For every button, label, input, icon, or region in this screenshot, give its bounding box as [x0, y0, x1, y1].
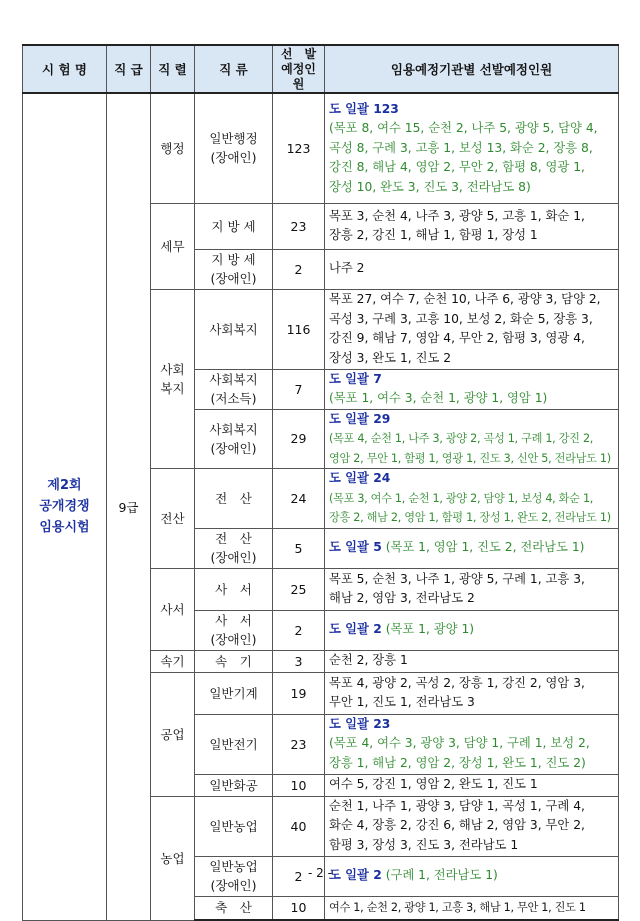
category-sublabel: (장애인)	[210, 550, 257, 565]
header-series: 직 렬	[151, 45, 195, 93]
region-line: (목포 4, 여수 3, 광양 3, 담양 1, 구례 1, 보성 2,	[329, 736, 590, 751]
region-line: 장흥 1, 해남 2, 영암 2, 장성 1, 완도 1, 진도 2)	[329, 755, 586, 770]
category-label: 일반화공	[209, 777, 258, 793]
count-cell: 24	[273, 469, 325, 529]
region-line: 목포 3, 순천 4, 나주 3, 광양 5, 고흥 1, 화순 1,	[329, 208, 585, 223]
category-cell	[195, 610, 273, 650]
region-cell	[325, 289, 619, 369]
count-cell: 2	[273, 610, 325, 650]
lead-text: 도 일괄 5	[329, 540, 382, 555]
lead-text: 도 일괄 2	[329, 868, 382, 883]
category-label: 축 산	[215, 900, 252, 916]
category-label: 사회복지	[209, 321, 258, 337]
series-agri: 농업	[151, 796, 195, 920]
table-row	[23, 93, 619, 203]
region-cell	[325, 896, 619, 920]
category-label: 일반농업	[209, 859, 258, 874]
category-cell	[195, 672, 273, 714]
region-cell	[325, 774, 619, 796]
category-cell	[195, 650, 273, 672]
region-cell	[325, 469, 619, 529]
count-cell: 23	[273, 203, 325, 249]
header-regions: 임용예정기관별 선발예정인원	[325, 45, 619, 93]
table-header-row	[23, 45, 619, 93]
category-label: 전 산	[215, 531, 252, 546]
region-line: 장성 10, 완도 3, 진도 3, 전라남도 8)	[329, 179, 531, 194]
category-cell	[195, 714, 273, 774]
region-line: 목포 5, 순천 3, 나주 1, 광양 5, 구례 1, 고흥 3,	[329, 571, 585, 586]
count-cell: 116	[273, 289, 325, 369]
lead-text: 도 일괄 123	[329, 101, 399, 116]
count-cell: 123	[273, 93, 325, 203]
count-cell: 10	[273, 896, 325, 920]
region-cell	[325, 203, 619, 249]
series-admin: 행정	[151, 93, 195, 203]
region-line: 목포 27, 여수 7, 순천 10, 나주 6, 광양 3, 담양 2,	[329, 292, 601, 306]
region-line: 강진 8, 해남 4, 영암 2, 무안 2, 함평 8, 영광 1,	[329, 160, 585, 174]
grade-cell: 9급	[107, 93, 151, 920]
count-cell: 19	[273, 672, 325, 714]
recruitment-table	[22, 44, 619, 921]
series-welfare-line1: 사회	[160, 361, 185, 377]
exam-name	[23, 93, 107, 920]
region-cell	[325, 672, 619, 714]
region-line: (목포 8, 여수 15, 순천 2, 나주 5, 광양 5, 담양 4,	[329, 121, 598, 135]
category-sublabel: (장애인)	[210, 440, 257, 456]
category-label: 전 산	[215, 490, 252, 506]
category-cell	[195, 409, 273, 469]
series-industry: 공업	[151, 672, 195, 796]
category-cell	[195, 369, 273, 409]
count-cell: 7	[273, 369, 325, 409]
category-label: 속 기	[215, 653, 252, 669]
header-exam: 시 험 명	[23, 45, 107, 93]
count-cell: 5	[273, 528, 325, 568]
region-line: 장흥 2, 해남 2, 영암 1, 함평 1, 장성 1, 완도 2, 전라남도 1)	[329, 511, 611, 524]
count-cell: 10	[273, 774, 325, 796]
category-cell	[195, 774, 273, 796]
region-line: 장성 3, 완도 1, 진도 2	[329, 350, 452, 365]
region-line: 나주 2	[329, 261, 365, 276]
region-line: 여수 1, 순천 2, 광양 1, 고흥 3, 해남 1, 무안 1, 진도 1	[329, 901, 586, 914]
region-line: 순천 1, 나주 1, 광양 3, 담양 1, 곡성 1, 구례 4,	[329, 798, 585, 813]
region-line: 무안 1, 진도 1, 전라남도 3	[329, 695, 475, 709]
region-cell	[325, 93, 619, 203]
category-cell	[195, 289, 273, 369]
category-label: 일반농업	[209, 818, 258, 834]
count-cell: 29	[273, 409, 325, 469]
category-label: 사 서	[215, 581, 252, 597]
header-count	[273, 45, 325, 93]
category-label: 사회복지	[209, 372, 258, 387]
category-sublabel: (장애인)	[210, 150, 257, 166]
region-cell	[325, 650, 619, 672]
header-count-line1: 선 발	[280, 46, 317, 61]
region-line: 영암 2, 무안 1, 함평 1, 영광 1, 진도 3, 신안 5, 전라남도 1)	[329, 451, 611, 465]
series-computer: 전산	[151, 469, 195, 569]
category-cell	[195, 796, 273, 856]
lead-text: 도 일괄 2	[329, 622, 382, 637]
exam-name-line1: 제2회	[47, 478, 82, 494]
header-category: 직 류	[195, 45, 273, 93]
series-welfare	[151, 289, 195, 469]
count-cell: 3	[273, 650, 325, 672]
region-cell	[325, 369, 619, 409]
count-cell: 2	[273, 249, 325, 289]
count-cell: 40	[273, 796, 325, 856]
region-line: 화순 4, 장흥 2, 강진 6, 해남 2, 영암 3, 무안 2,	[329, 818, 585, 833]
lead-text: 도 일괄 7	[329, 371, 382, 386]
category-label: 지 방 세	[211, 218, 256, 234]
lead-text: 도 일괄 23	[329, 716, 391, 731]
category-cell	[195, 469, 273, 529]
count-cell: 23	[273, 714, 325, 774]
region-line: 곡성 8, 구례 3, 고흥 1, 보성 13, 화순 2, 장흥 8,	[329, 140, 593, 155]
lead-text: 도 일괄 24	[329, 471, 391, 485]
category-cell	[195, 249, 273, 289]
region-line: (목포 1, 여수 3, 순천 1, 광양 1, 영암 1)	[329, 391, 548, 405]
category-cell	[195, 528, 273, 568]
region-line: 장흥 2, 강진 1, 해남 1, 함평 1, 장성 1	[329, 228, 538, 242]
region-line: (목포 1, 광양 1)	[385, 622, 475, 637]
region-cell	[325, 714, 619, 774]
count-cell: 25	[273, 568, 325, 610]
series-tax: 세무	[151, 203, 195, 289]
region-cell	[325, 249, 619, 289]
region-line: (목포 1, 영암 1, 진도 2, 전라남도 1)	[385, 540, 585, 555]
category-sublabel: (장애인)	[210, 878, 257, 893]
category-label: 사 서	[215, 613, 252, 628]
region-cell	[325, 409, 619, 469]
region-line: 순천 2, 장흥 1	[329, 653, 408, 668]
category-label: 일반기계	[209, 685, 258, 701]
series-welfare-line2: 복지	[160, 380, 185, 396]
count-cell: 2	[273, 856, 325, 896]
category-label: 일반행정	[209, 131, 258, 147]
region-line: 여수 5, 강진 1, 영암 2, 완도 1, 진도 1	[329, 777, 538, 792]
region-line: (목포 3, 여수 1, 순천 1, 광양 2, 담양 1, 보성 4, 화순 1,	[329, 491, 594, 505]
region-line: 곡성 3, 구례 3, 고흥 10, 보성 2, 화순 5, 장흥 3,	[329, 311, 593, 326]
region-line: 목포 4, 광양 2, 곡성 2, 장흥 1, 강진 2, 영암 3,	[329, 675, 585, 690]
region-line: (목포 4, 순천 1, 나주 3, 광양 2, 곡성 1, 구례 1, 강진 2,	[329, 432, 594, 445]
category-cell	[195, 568, 273, 610]
region-cell	[325, 610, 619, 650]
lead-text: 도 일괄 29	[329, 411, 391, 426]
category-sublabel: (장애인)	[210, 632, 257, 647]
category-cell	[195, 203, 273, 249]
series-clerk: 사서	[151, 568, 195, 650]
category-sublabel: (저소득)	[210, 391, 257, 406]
region-cell	[325, 796, 619, 856]
series-steno: 속기	[151, 650, 195, 672]
page-number: - 2 -	[308, 866, 332, 880]
category-sublabel: (장애인)	[210, 271, 257, 286]
region-line: 해남 2, 영암 3, 전라남도 2	[329, 591, 475, 605]
header-grade: 직 급	[107, 45, 151, 93]
category-cell	[195, 93, 273, 203]
region-line: 함평 3, 장성 3, 진도 3, 전라남도 1	[329, 837, 519, 852]
exam-name-line2: 공개경쟁	[39, 499, 90, 515]
region-cell	[325, 568, 619, 610]
category-cell	[195, 896, 273, 920]
exam-name-line3: 임용시험	[39, 520, 90, 536]
region-line: 강진 9, 해남 7, 영암 4, 무안 2, 함평 3, 영광 4,	[329, 331, 585, 345]
category-label: 일반전기	[209, 736, 258, 752]
region-cell	[325, 528, 619, 568]
header-count-line2: 예정인원	[281, 61, 316, 91]
region-line: (구례 1, 전라남도 1)	[385, 868, 498, 883]
category-label: 사회복지	[209, 421, 258, 437]
category-label: 지 방 세	[211, 252, 256, 267]
